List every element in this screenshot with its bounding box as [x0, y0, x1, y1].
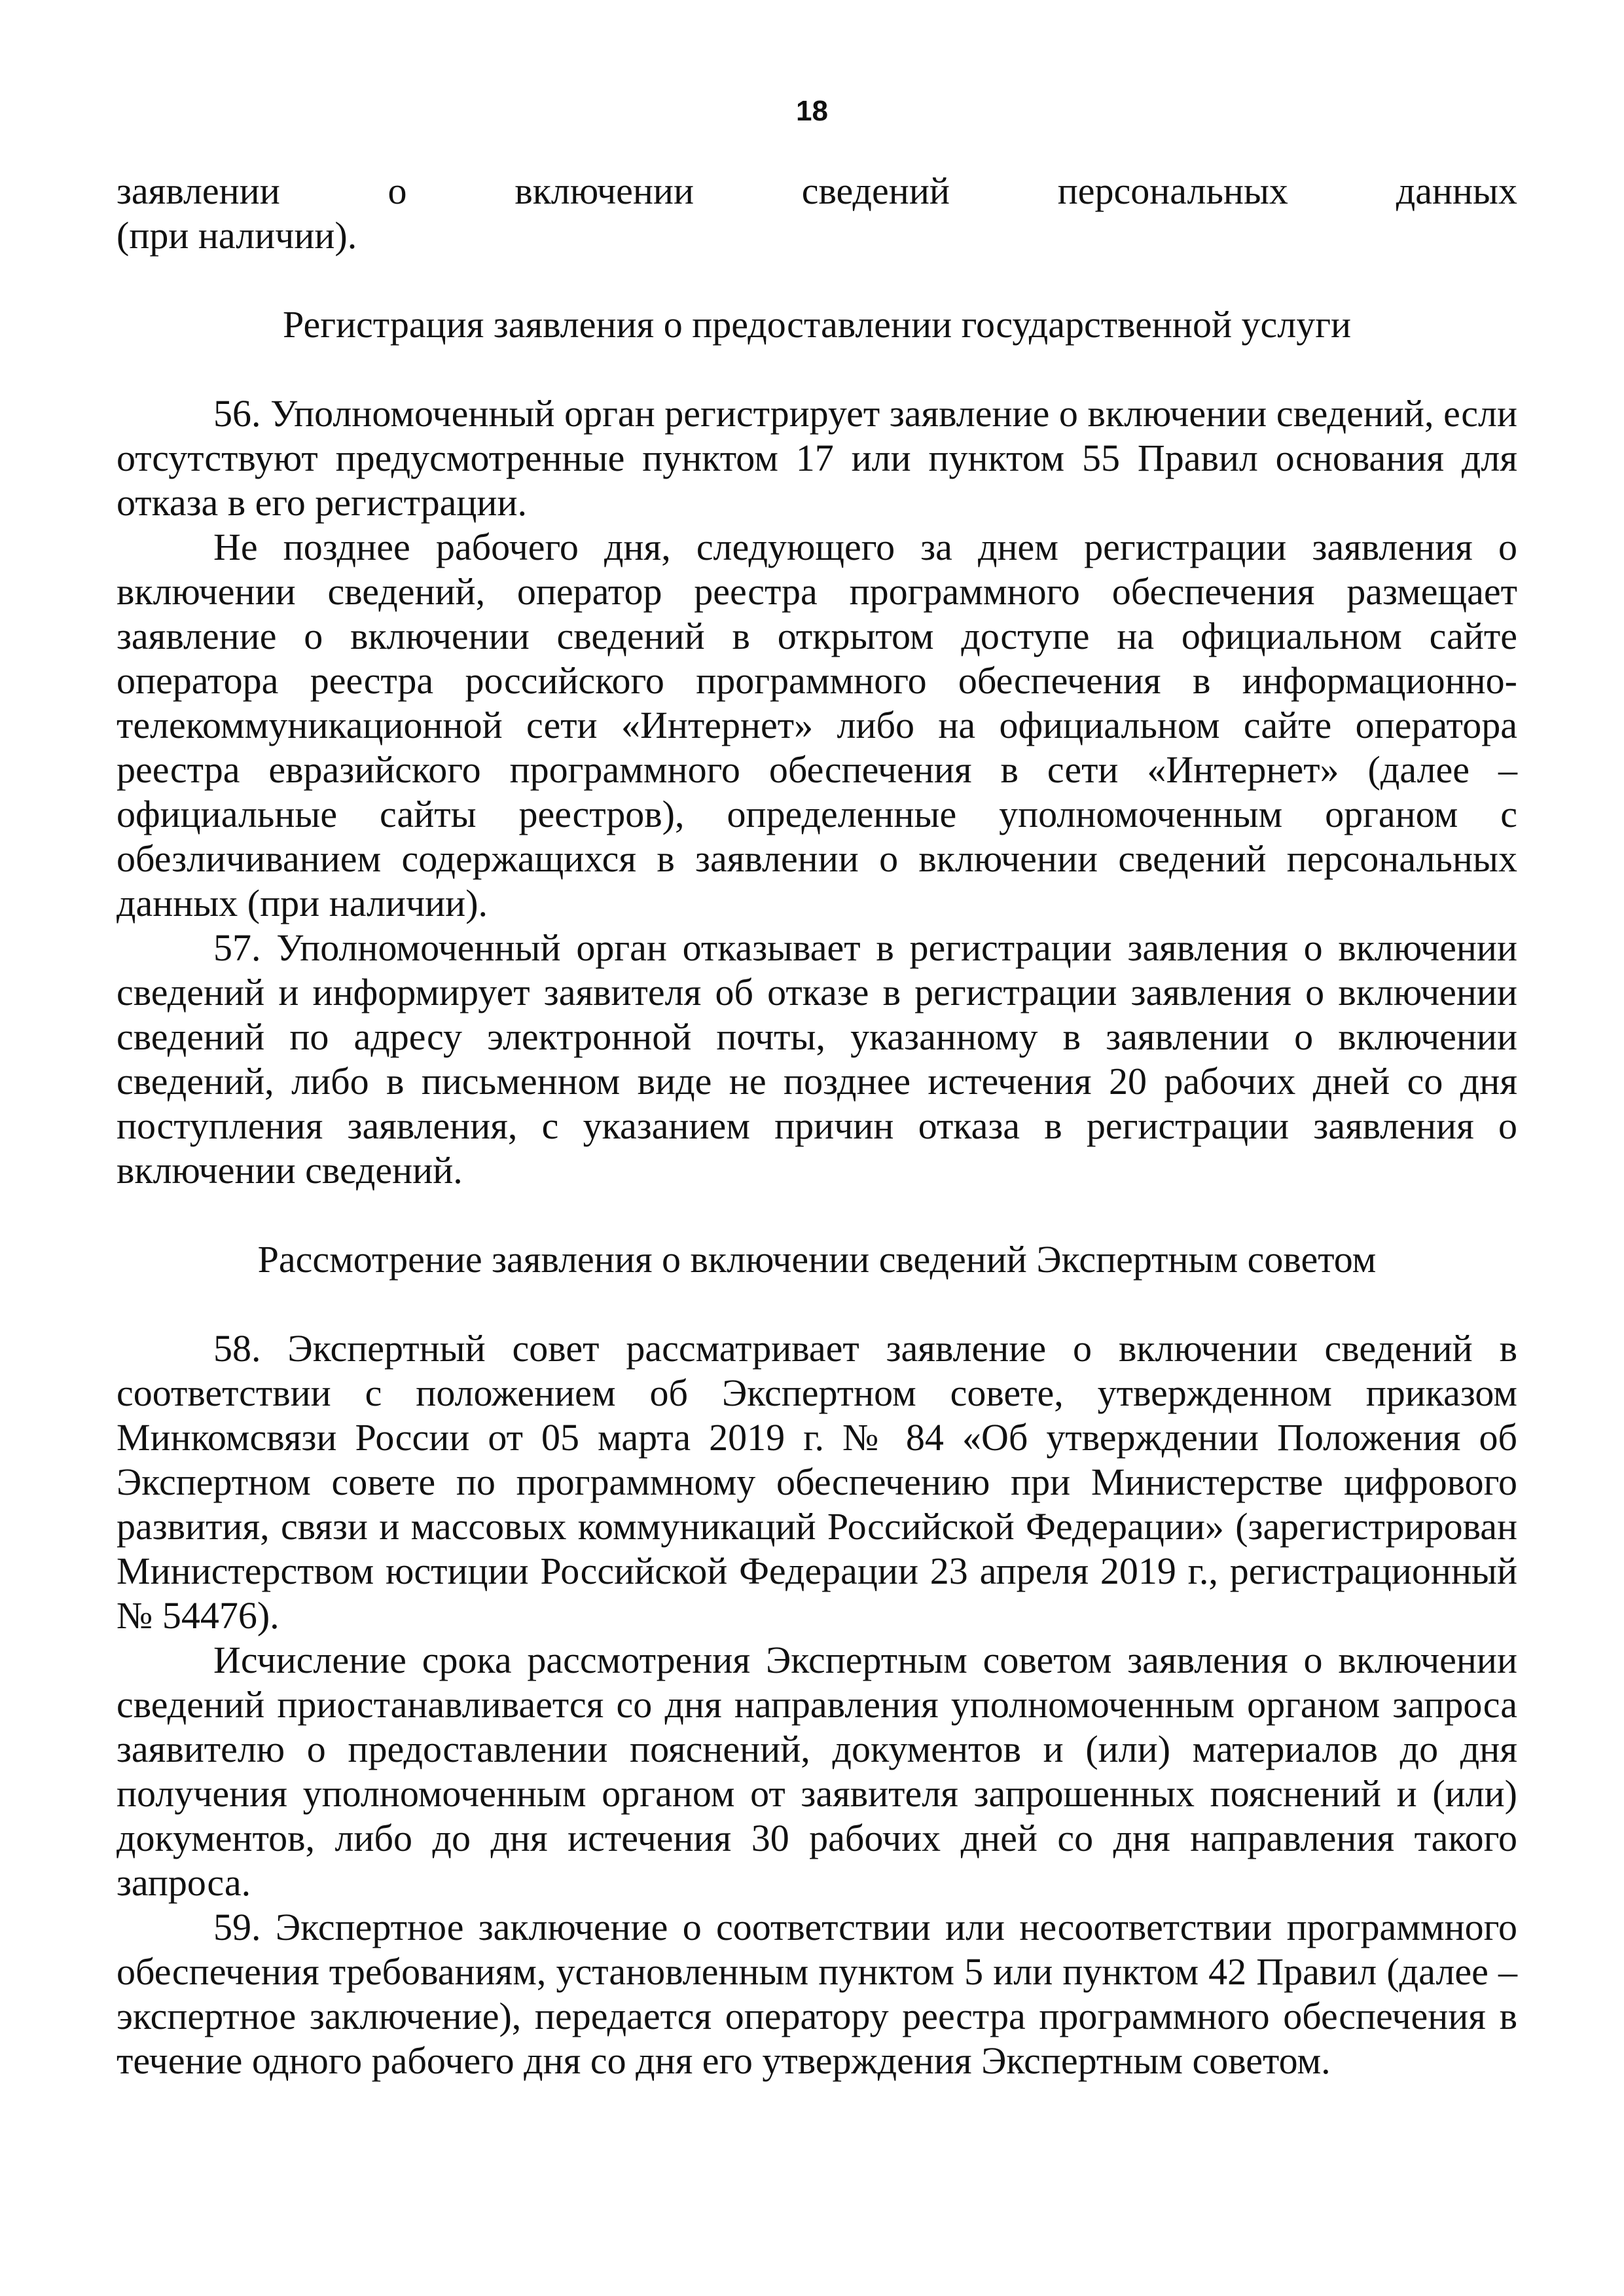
paragraph-58: 58. Экспертный совет рассматривает заявление о включении сведений в соответствии с положением об Экспертном совете, утвержденном приказом Минкомсвязи России от 05 марта 2019 г. № 84 «Об утверждении Положения об Экспертном совете по программному обеспечению при Министерстве цифрового развития, связи и массовых коммуникаций Российской Федерации» (зарегистрирован Министерством юстиции Российской Федерации 23 апреля 2019 г., регистрационный № 54476).: [117, 1327, 1517, 1637]
section-heading-expert-review: Рассмотрение заявления о включении сведений Экспертным советом: [257, 1238, 1377, 1281]
paragraph-56-continued: Не позднее рабочего дня, следующего за днем регистрации заявления о включении сведений, оператор реестра программного обеспечения размещает заявление о включении сведений в открытом доступе на официальном сайте оператора реестра российского программного обеспечения в информационно-телекоммуникационной сети «Интернет» либо на официальном сайте оператора реестра евразийского программного обеспечения в сети «Интернет» (далее – официальные сайты реестров), определенные уполномоченным органом с обезличиванием содержащихся в заявлении о включении сведений персональных данных (при наличии).: [117, 526, 1517, 924]
section-heading-registration: Регистрация заявления о предоставлении государственной услуги: [282, 303, 1352, 346]
document-body: [117, 169, 1517, 2083]
paragraph-56: 56. Уполномоченный орган регистрирует заявление о включении сведений, если отсутствуют предусмотренные пунктом 17 или пунктом 55 Правил основания для отказа в его регистрации.: [117, 392, 1517, 524]
page-number: 18: [796, 95, 828, 127]
intro-line-2: (при наличии).: [117, 214, 357, 257]
paragraph-57: 57. Уполномоченный орган отказывает в регистрации заявления о включении сведений и информирует заявителя об отказе в регистрации заявления о включении сведений по адресу электронной почты, указанному в заявлении о включении сведений, либо в письменном виде не позднее истечения 20 рабочих дней со дня поступления заявления, с указанием причин отказа в регистрации заявления о включении сведений.: [117, 926, 1517, 1192]
intro-line-1: заявлении о включении сведений персональных данных: [117, 170, 1517, 212]
paragraph-59: 59. Экспертное заключение о соответствии или несоответствии программного обеспечения требованиям, установленным пунктом 5 или пунктом 42 Правил (далее – экспертное заключение), передается оператору реестра программного обеспечения в течение одного рабочего дня со дня его утверждения Экспертным советом.: [117, 1906, 1517, 2082]
paragraph-58-continued: Исчисление срока рассмотрения Экспертным советом заявления о включении сведений приостанавливается со дня направления уполномоченным органом запроса заявителю о предоставлении пояснений, документов и (или) материалов до дня получения уполномоченным органом от заявителя запрошенных пояснений и (или) документов, либо до дня истечения 30 рабочих дней со дня направления такого запроса.: [117, 1639, 1517, 1904]
